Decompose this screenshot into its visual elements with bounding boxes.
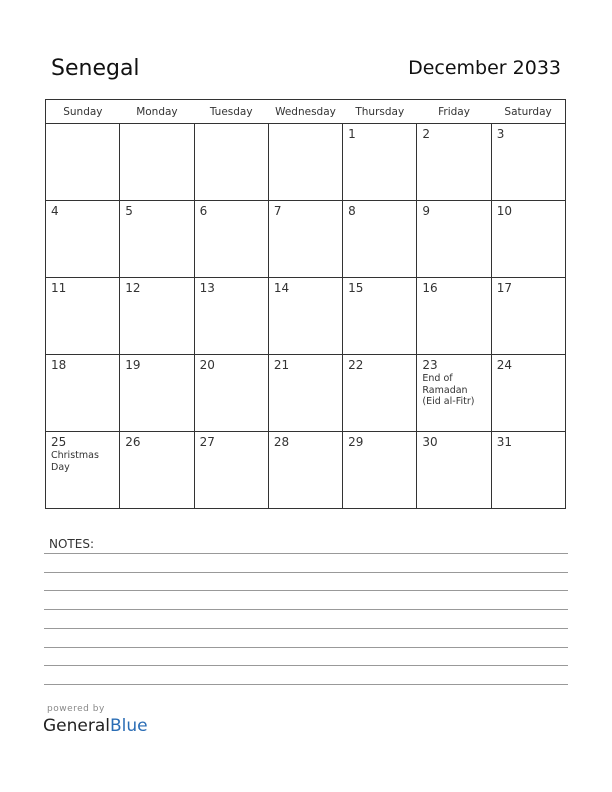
day-number: 4 [51, 204, 59, 218]
logo-general: General [43, 716, 110, 736]
day-cell [268, 201, 342, 278]
day-cell [46, 124, 120, 201]
day-number: 1 [348, 127, 356, 141]
notes-line [44, 665, 568, 666]
day-cell [268, 432, 342, 509]
day-number: 6 [199, 204, 208, 218]
day-cell [417, 355, 491, 432]
day-cell [343, 278, 417, 355]
day-number: 9 [422, 204, 431, 218]
day-number: 17 [496, 281, 512, 295]
day-cell [120, 124, 194, 201]
day-number: 24 [496, 358, 512, 372]
weekday-thursday: Thursday [343, 100, 417, 124]
day-cell [417, 432, 491, 509]
day-number: 14 [273, 281, 290, 295]
day-cell [46, 432, 120, 509]
day-cell [491, 432, 565, 509]
country-title: Senegal [51, 56, 140, 81]
day-cell [491, 278, 565, 355]
generalblue-logo [43, 716, 148, 736]
day-number: 18 [51, 358, 67, 372]
weekday-monday: Monday [120, 100, 194, 124]
day-number: 3 [496, 127, 505, 141]
day-cell [120, 432, 194, 509]
notes-line [44, 647, 568, 648]
day-cell [194, 124, 268, 201]
day-cell [417, 278, 491, 355]
weekday-friday: Friday [417, 100, 491, 124]
holiday-label: Christmas Day [51, 450, 99, 473]
day-number: 28 [273, 435, 290, 449]
day-number: 25 [51, 435, 67, 449]
week-row [46, 432, 566, 509]
day-number: 26 [125, 435, 141, 449]
day-cell [194, 355, 268, 432]
day-cell [46, 355, 120, 432]
day-cell [491, 355, 565, 432]
notes-line [44, 572, 568, 573]
weekday-header-row [46, 100, 566, 124]
logo-blue: Blue [110, 716, 148, 736]
day-number: 2 [422, 127, 431, 141]
notes-line [44, 590, 568, 591]
day-cell [343, 432, 417, 509]
day-cell [491, 201, 565, 278]
week-row [46, 201, 566, 278]
day-number: 20 [199, 358, 215, 372]
notes-label: NOTES: [49, 537, 94, 551]
week-row [46, 278, 566, 355]
day-cell [194, 432, 268, 509]
day-number: 15 [348, 281, 364, 295]
day-number: 30 [422, 435, 438, 449]
weekday-sunday: Sunday [46, 100, 120, 124]
day-cell [120, 278, 194, 355]
week-row [46, 124, 566, 201]
day-number: 11 [51, 281, 67, 295]
day-cell [46, 201, 120, 278]
day-cell [343, 201, 417, 278]
day-cell [46, 278, 120, 355]
calendar-grid [45, 99, 566, 509]
weekday-tuesday: Tuesday [194, 100, 268, 124]
day-cell [417, 124, 491, 201]
day-number: 31 [496, 435, 512, 449]
notes-line [44, 628, 568, 629]
day-cell [120, 355, 194, 432]
day-number: 5 [125, 204, 133, 218]
day-cell [268, 355, 342, 432]
notes-line [44, 609, 568, 610]
day-cell [343, 355, 417, 432]
powered-by-text: powered by [47, 704, 105, 714]
day-cell [120, 201, 194, 278]
day-cell [417, 201, 491, 278]
day-number: 19 [125, 358, 141, 372]
weekday-wednesday: Wednesday [268, 100, 342, 124]
day-cell [343, 124, 417, 201]
day-number: 7 [273, 204, 282, 218]
day-number: 16 [422, 281, 438, 295]
day-number: 22 [348, 358, 364, 372]
day-number: 27 [199, 435, 215, 449]
day-number: 23 [422, 358, 438, 372]
day-cell [491, 124, 565, 201]
day-number: 21 [273, 358, 290, 372]
day-number: 12 [125, 281, 141, 295]
day-number: 8 [348, 204, 356, 218]
day-cell [194, 201, 268, 278]
week-row [46, 355, 566, 432]
day-cell [268, 124, 342, 201]
day-cell [268, 278, 342, 355]
day-number: 10 [496, 204, 512, 218]
day-cell [194, 278, 268, 355]
notes-line [44, 553, 568, 554]
notes-line [44, 684, 568, 685]
month-title: December 2033 [408, 57, 561, 79]
day-number: 29 [348, 435, 364, 449]
weekday-saturday: Saturday [491, 100, 565, 124]
holiday-label: End of Ramadan (Eid al-Fitr) [422, 373, 475, 407]
day-number: 13 [199, 281, 215, 295]
